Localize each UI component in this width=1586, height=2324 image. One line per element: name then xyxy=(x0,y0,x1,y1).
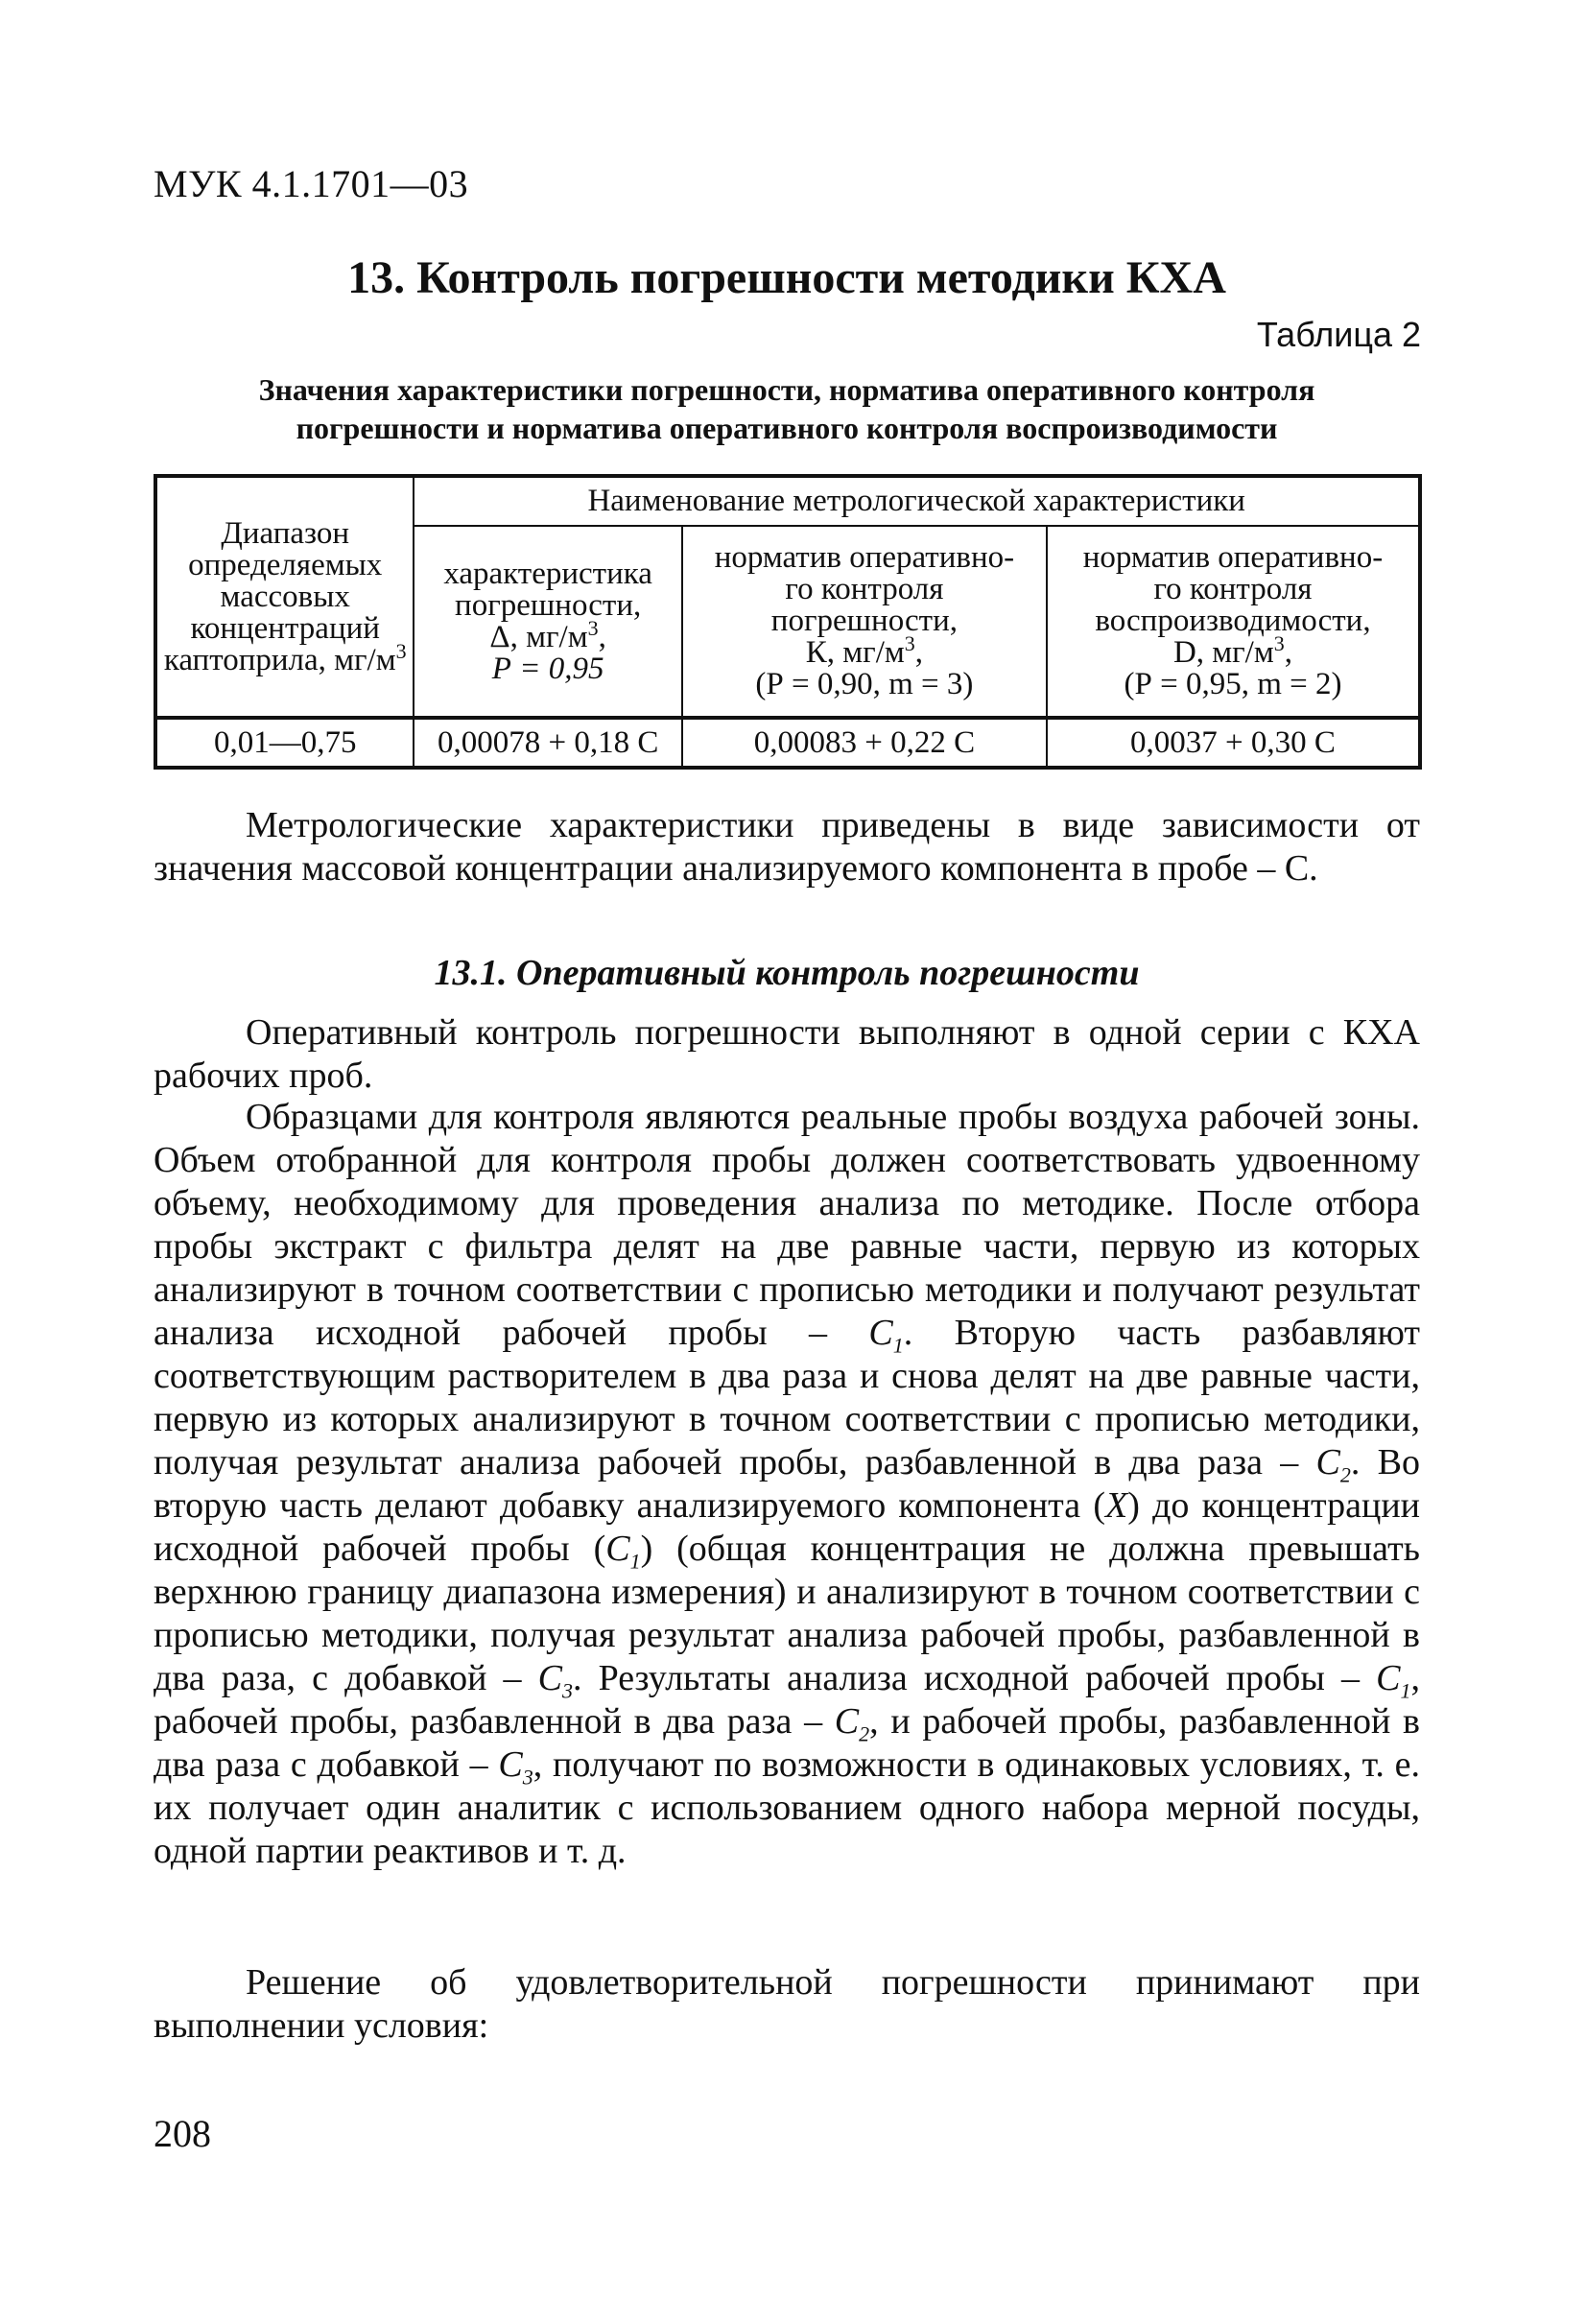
header-line: погрешности, xyxy=(770,604,959,638)
page-number: 208 xyxy=(154,2112,211,2155)
table-label: Таблица 2 xyxy=(1256,315,1421,354)
table-group-header: Наименование метрологической характеристики xyxy=(414,476,1420,526)
paragraph-decision: Решение об удовлетворительной погрешности принимают при выполнении условия: xyxy=(154,1962,1420,2046)
table-caption xyxy=(154,370,1420,447)
paragraph-operational-control: Оперативный контроль погрешности выполняют в одной серии с КХА рабочих проб. xyxy=(154,1012,1420,1096)
table-caption-line: Значения характеристики погрешности, норматива оперативного контроля xyxy=(258,372,1315,407)
paragraph-metrology-note: Метрологические характеристики приведены в виде зависимости от значения массовой концентрации анализируемого компонента в пробе – С. xyxy=(154,805,1420,889)
header-line: К, $мг/м^3$, xyxy=(805,631,924,670)
header-line: го контроля xyxy=(1153,572,1313,606)
cell-k: 0,00083 + 0,22 С xyxy=(682,718,1047,768)
subsection-title: 13.1. Оперативный контроль погрешности xyxy=(434,953,1140,993)
table-caption-line: погрешности и норматива оперативного контроля воспроизводимости xyxy=(296,411,1278,445)
cell-range: 0,01—0,75 xyxy=(155,718,414,768)
table-row xyxy=(155,718,1420,768)
header-line: погрешности, xyxy=(455,587,642,623)
header-line: (Р = 0,90, m = 3) xyxy=(755,667,974,701)
range-header-text: Диапазон определяемых массовых концентраций каптоприла, мг/м xyxy=(163,515,396,677)
document-code: МУК 4.1.1701—03 xyxy=(154,162,469,205)
header-line: (Р = 0,95, m = 2) xyxy=(1124,667,1342,701)
header-line: Р = 0,95 xyxy=(491,651,604,686)
section-title: 13. Контроль погрешности методики КХА xyxy=(347,252,1226,303)
table-header-delta xyxy=(414,526,681,718)
table-header-k xyxy=(682,526,1047,718)
header-line: воспроизводимости, xyxy=(1095,604,1371,638)
metrology-table xyxy=(154,474,1422,770)
range-header-sup: 3 xyxy=(395,638,407,663)
header-line: норматив оперативно- xyxy=(714,540,1015,575)
header-line: го контроля xyxy=(785,572,944,606)
header-line: Δ, $мг/м^3$, xyxy=(489,615,606,654)
table-header-range xyxy=(155,476,414,718)
cell-d: 0,0037 + 0,30 С xyxy=(1047,718,1420,768)
paragraph-samples: Образцами для контроля являются реальные пробы воздуха рабочей зоны. Объем отобранной для контроля пробы должен соответствовать удвоенному объему, необходимому для проведения анализа по методике. После отбора пробы экстракт с фильтра делят на две равные части, первую из которых анализируют в точном соответствии с прописью методики и получают результат анализа исходной рабочей пробы – $C_1$. Вторую часть разбавляют соответствующим растворителем в два раза и снова делят на две равные части, первую из которых анализируют в точном соответствии с прописью методики, получая результат анализа рабочей пробы, разбавленной в два раза – $C_2$. Во вторую часть делают добавку анализируемого компонента (X) до концентрации исходной рабочей пробы $(C_1)$ (общая концентрация не должна превышать верхнюю границу диапазона измерения) и анализируют в точном соответствии с прописью методики, получая результат анализа рабочей пробы, разбавленной в два раза, с добавкой – $C_3$. Результаты анализа исходной рабочей пробы – $C_1$, рабочей пробы, разбавленной в два раза – $C_2$, и рабочей пробы, разбавленной в два раза с добавкой – $C_3$, получают по возможности в одинаковых условиях, т. е. их получает один аналитик с использованием одного набора мерной посуды, одной партии реактивов и т. д. xyxy=(154,1097,1420,1871)
header-line: D, $мг/м^3$, xyxy=(1172,631,1292,670)
cell-delta: 0,00078 + 0,18 С xyxy=(414,718,681,768)
header-line: характеристика xyxy=(443,556,652,591)
table-header-d xyxy=(1047,526,1420,718)
header-line: норматив оперативно- xyxy=(1082,540,1384,575)
